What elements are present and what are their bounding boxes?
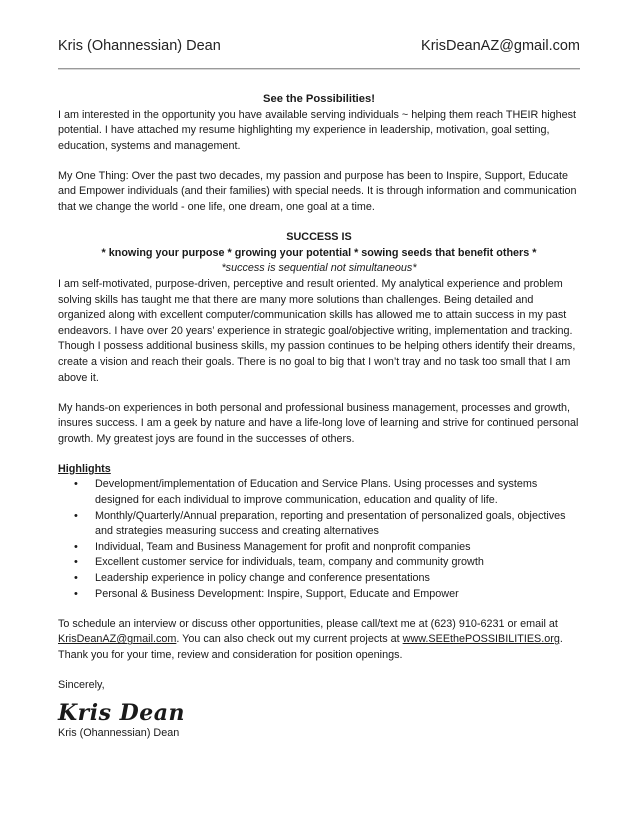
highlight-item: • Development/implementation of Education and Service Plans. Using processes and systems designed for each individual to improve communication, education and quality of life.: [95, 477, 580, 508]
success-tagline: * knowing your purpose * growing your potential * sowing seeds that benefit others *: [101, 246, 537, 259]
hands-on-paragraph: My hands-on experiences in both personal and professional business management, processes and growth, insures success. I am a geek by nature and have a life-long love of learning and strive for continued personal growth. My greatest joys are found in the successes of others.: [58, 401, 579, 445]
closing-text-1: To schedule an interview or discuss other opportunities, please call/text me at (623) 910-6231 or email at: [58, 617, 558, 630]
header-divider: [58, 68, 580, 69]
closing-text-2: . You can also check out my current projects at: [176, 633, 403, 646]
letter-body: [58, 92, 580, 741]
highlights-heading: Highlights: [58, 462, 111, 475]
intro-paragraph: I am interested in the opportunity you have available serving individuals ~ helping them reach THEIR highest potential. I have attached my resume highlighting my experience in leadership, motivation, goal setting, education, systems and management.: [58, 108, 577, 152]
closing-text-3: . Thank you for your time, review and consideration for position openings.: [58, 633, 563, 661]
highlight-item: • Individual, Team and Business Management for profit and nonprofit companies: [95, 540, 580, 556]
header-email: KrisDeanAZ@gmail.com: [421, 38, 580, 54]
letter-title: See the Possibilities!: [263, 93, 375, 105]
highlight-item: • Personal & Business Development: Inspire, Support, Educate and Empower: [95, 587, 580, 603]
one-thing-paragraph: My One Thing: Over the past two decades, my passion and purpose has been to Inspire, Support, Educate and Empower individuals (and their families) with special needs. It is through information and communication that we change the world - one life, one dream, one goal at a time.: [58, 169, 577, 214]
signature: Kris Dean: [58, 699, 185, 726]
signer-name: Kris (Ohannessian) Dean: [58, 726, 180, 739]
closing-paragraph: [58, 617, 580, 664]
email-link[interactable]: KrisDeanAZ@gmail.com: [58, 633, 177, 646]
header-name: Kris (Ohannessian) Dean: [58, 38, 221, 54]
success-note: *success is sequential not simultaneous*: [221, 262, 417, 275]
self-description-paragraph: I am self-motivated, purpose-driven, perceptive and result oriented. My analytical experience and problem solving skills has taught me that there are many more solutions than challenges. Being detailed and organized along with excellent computer/communication skills has allowed me to attain success in my past endeavors. I have over 20 years’ experience in strategic goal/objective writing, implementation and tracking. Though I possess additional business skills, my passion continues to be helping others identify their dreams, create a vision and reach their goals. There is no goal to big that I won’t tray and no task too small that I am above it.: [58, 277, 576, 384]
success-heading: SUCCESS IS: [286, 231, 352, 244]
highlights-list: [58, 477, 580, 602]
page-header: [58, 38, 580, 54]
sign-off: Sincerely,: [58, 679, 105, 691]
highlight-item: • Leadership experience in policy change and conference presentations: [95, 571, 580, 587]
highlight-item: • Monthly/Quarterly/Annual preparation, reporting and presentation of personalized goals, objectives and strategies measuring success and creating alternatives: [95, 509, 580, 540]
highlight-item: • Excellent customer service for individuals, team, company and community growth: [95, 555, 580, 571]
website-link[interactable]: www.SEEthePOSSIBILITIES.org: [402, 633, 560, 646]
